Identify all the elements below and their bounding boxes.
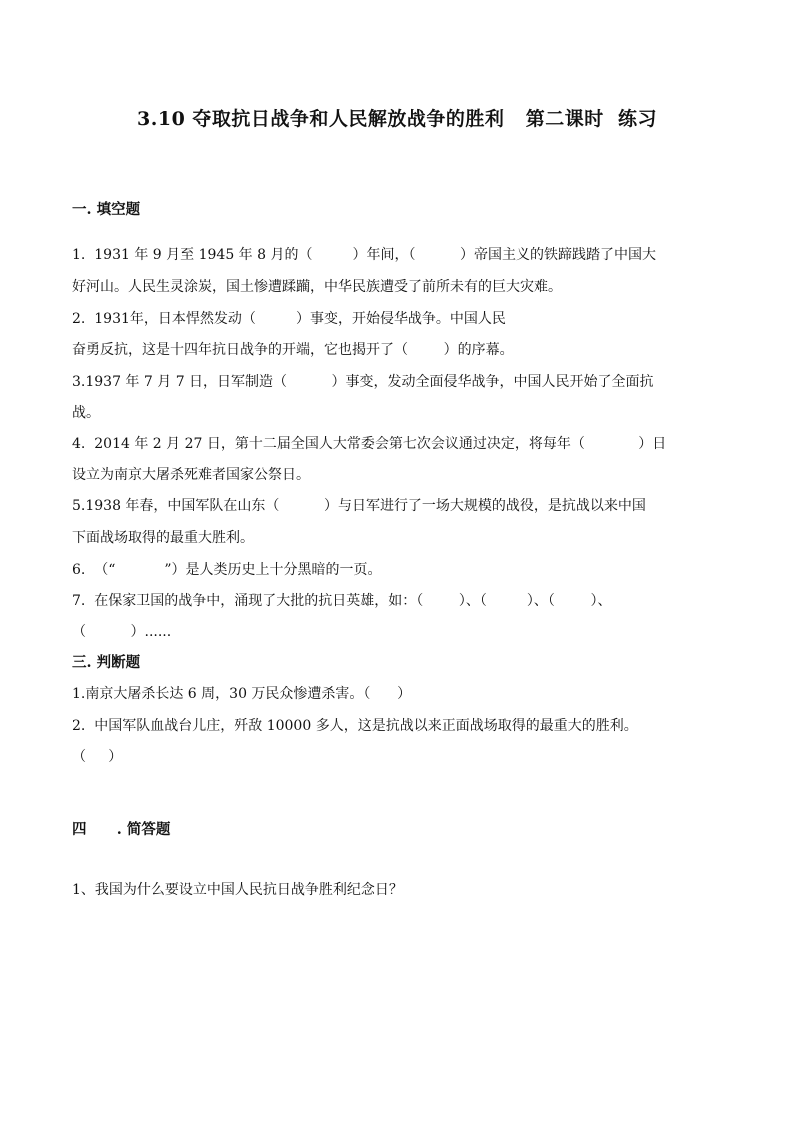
question-4-line-2: 设立为南京大屠杀死难者国家公祭日。 [72, 467, 310, 483]
short-answer-question-1: 1、我国为什么要设立中国人民抗日战争胜利纪念日？ [72, 882, 403, 898]
section-short-answer-heading: 四 . 简答题 [72, 821, 171, 838]
question-1-line-1: 1. 1931 年 9 月至 1945 年 8 月的（ ）年间，（ ）帝国主义的铁蹄践踏了中国大 [72, 247, 657, 263]
question-1-line-2: 好河山。人民生灵涂炭，国土惨遭蹂躏，中华民族遭受了前所未有的巨大灾难。 [72, 279, 562, 295]
question-7-line-2: （ ）...... [72, 624, 172, 640]
question-5-line-1: 5.1938 年春，中国军队在山东（ ）与日军进行了一场大规模的战役，是抗战以来中国 [72, 498, 646, 514]
question-4-line-1: 4. 2014 年 2 月 27 日，第十二届全国人大常委会第七次会议通过决定，将每年（ ）日 [72, 436, 667, 452]
judge-question-2-line-1: 2. 中国军队血战台儿庄，歼敌 10000 多人，这是抗战以来正面战场取得的最重大的胜利。 [72, 718, 638, 734]
question-3-line-2: 战。 [72, 405, 100, 421]
section-fill-blank-heading: 一. 填空题 [72, 201, 141, 218]
question-5-line-2: 下面战场取得的最重大胜利。 [72, 530, 254, 546]
judge-question-1: 1.南京大屠杀长达 6 周，30 万民众惨遭杀害。（ ） [72, 686, 412, 702]
question-6-line: 6. （“ ”）是人类历史上十分黑暗的一页。 [72, 562, 382, 578]
question-2-line-1: 2. 1931年，日本悍然发动（ ）事变，开始侵华战争。中国人民 [72, 311, 506, 327]
question-3-line-1: 3.1937 年 7 月 7 日，日军制造（ ）事变，发动全面侵华战争，中国人民开始了全面抗 [72, 374, 654, 390]
question-7-line-1: 7. 在保家卫国的战争中，涌现了大批的抗日英雄，如：（ ）、（ ）、（ ）、 [72, 593, 612, 609]
judge-question-2-line-2: （ ） [72, 749, 123, 765]
question-2-line-2: 奋勇反抗，这是十四年抗日战争的开端，它也揭开了（ ）的序幕。 [72, 342, 514, 358]
section-true-false-heading: 三. 判断题 [72, 654, 141, 671]
page-title: 3.10 夺取抗日战争和人民解放战争的胜利 第二课时 练习 [137, 108, 657, 130]
